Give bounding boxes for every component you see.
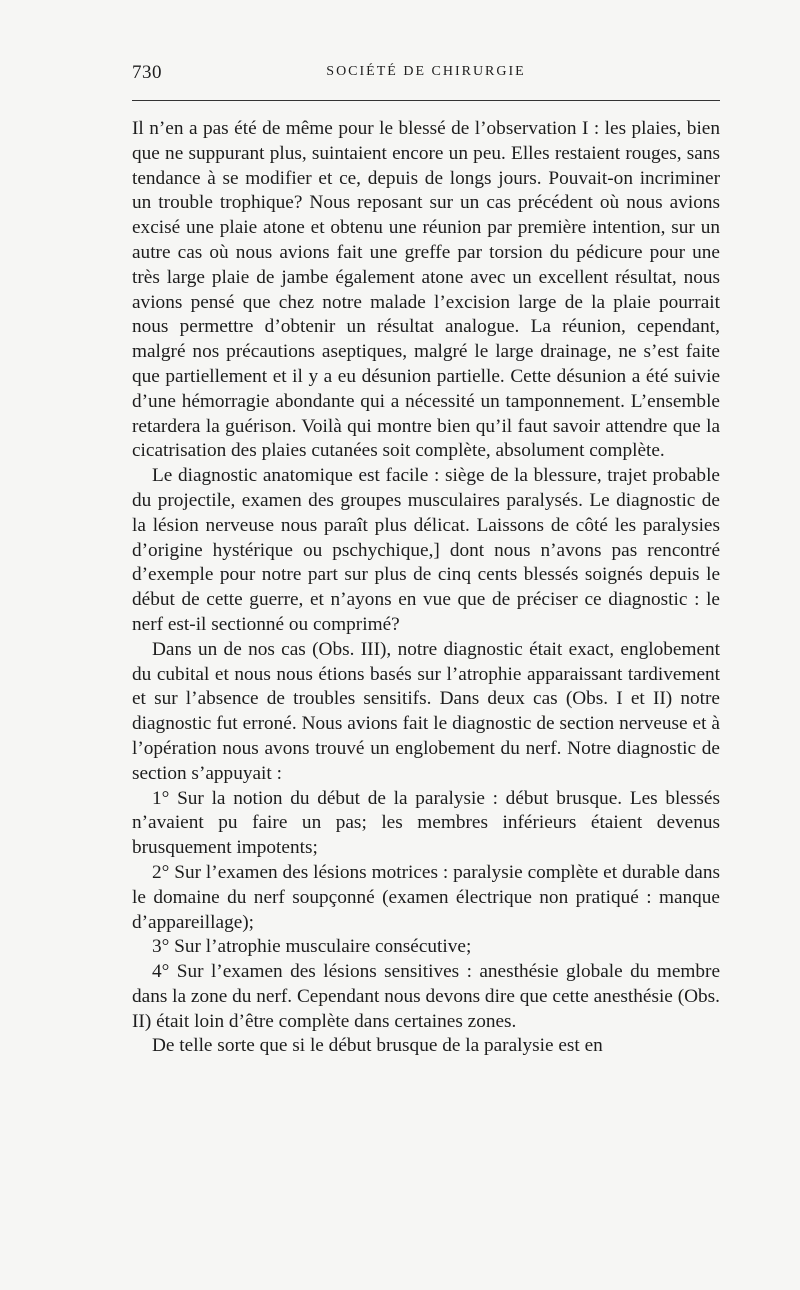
paragraph: Dans un de nos cas (Obs. III), notre diagnostic était exact, englobement du cubital et nous nous étions basés sur l’atrophie apparaissant tardivement et sur l’absence de troubles sensitifs. Dans deux cas (Obs. I et II) notre diagnostic fut erroné. Nous avions fait le diagnostic de section nerveuse et à l’opération nous avons trouvé un englobement du nerf. Notre diagnostic de section s’appuyait : bbox=[132, 638, 720, 784]
running-title: SOCIÉTÉ DE CHIRURGIE bbox=[326, 64, 526, 79]
paragraph: De telle sorte que si le début brusque de la paralysie est en bbox=[152, 1035, 603, 1057]
paragraph: Le diagnostic anatomique est facile : siège de la blessure, trajet probable du projectile, examen des groupes musculaires paralysés. Le diagnostic de la lésion nerveuse nous paraît plus délicat. Laissons de côté les paralysies d’origine hystérique ou pschychique,] dont nous n’avons pas rencontré d’exemple pour notre part sur plus de cinq cents blessés soignés depuis le début de cette guerre, et n’ayons en vue que de préciser ce diagnostic : le nerf est-il sectionné ou comprimé? bbox=[132, 465, 720, 635]
paragraph: Il n’en a pas été de même pour le blessé de l’observation I : les plaies, bien que ne suppurant plus, suintaient encore un peu. Elles restaient rouges, sans tendance à se modifier et ce, depuis de longs jours. Pouvait-on incriminer un trouble trophique? Nous reposant sur un cas précédent où nous avions excisé une plaie atone et obtenu une réunion par première intention, sur un autre cas où nous avions fait une greffe par torsion du pédicure pour une très large plaie de jambe également atone avec un excellent résultat, nous avions pensé que chez notre malade l’excision large de la plaie pourrait nous permettre d’obtenir un résultat analogue. La réunion, cependant, malgré nos précautions aseptiques, malgré le large drainage, ne s’est faite que partiellement et il y a eu désunion partielle. Cette désunion a été suivie d’une hémorragie abondante qui a nécessité un tamponnement. L’ensemble retardera la guérison. Voilà qui montre bien qu’il faut savoir attendre que la cicatrisation des plaies cutanées soit complète, absolument complète. bbox=[132, 118, 720, 462]
paragraph: 4° Sur l’examen des lésions sensitives : anesthésie globale du membre dans la zone du nerf. Cependant nous devons dire que cette anesthésie (Obs. II) était loin d’être complète dans certaines zones. bbox=[132, 961, 720, 1032]
page-number: 730 bbox=[132, 62, 162, 83]
page-header bbox=[132, 62, 720, 92]
body-text bbox=[132, 117, 720, 1059]
paragraph: 3° Sur l’atrophie musculaire consécutive; bbox=[152, 936, 472, 958]
paragraph: 2° Sur l’examen des lésions motrices : paralysie complète et durable dans le domaine du nerf soupçonné (examen électrique non pratiqué : manque d’appareillage); bbox=[132, 861, 720, 933]
header-rule bbox=[132, 100, 720, 101]
paragraph: 1° Sur la notion du début de la paralysie : début brusque. Les blessés n’avaient pu faire un pas; les membres inférieurs étaient devenus brusquement impotents; bbox=[132, 787, 720, 859]
